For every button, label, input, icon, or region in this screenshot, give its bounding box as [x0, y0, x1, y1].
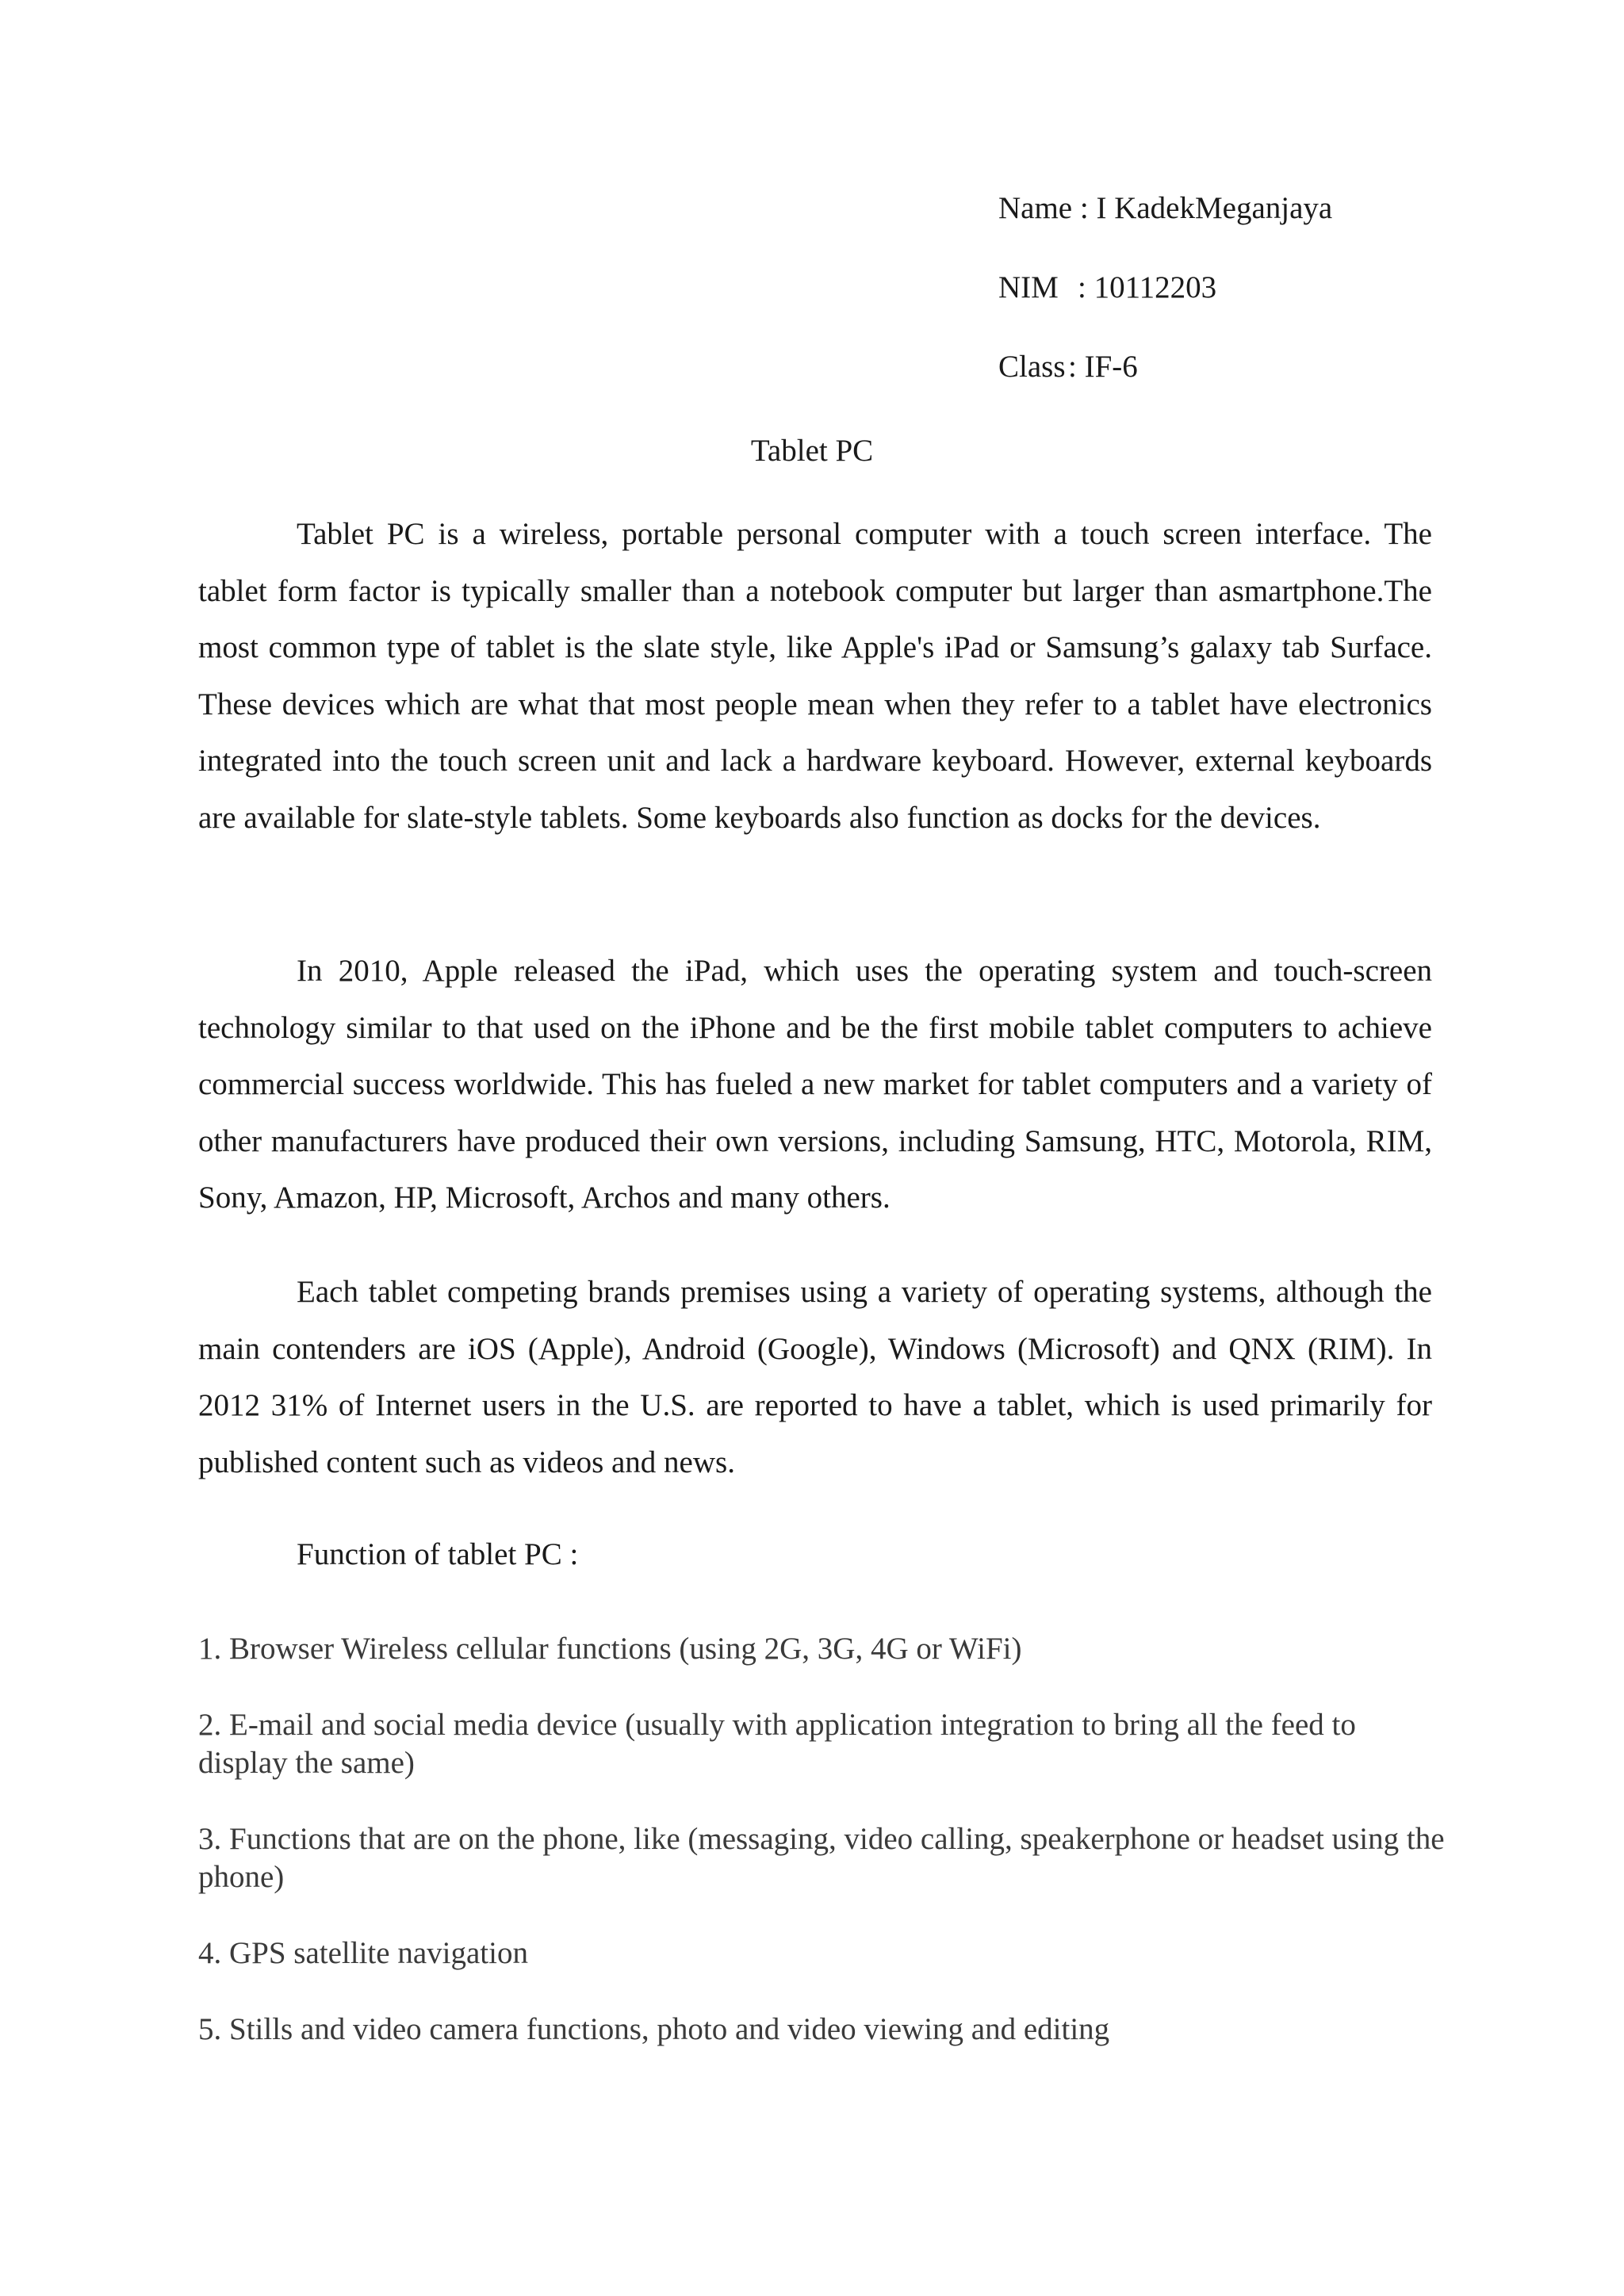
list-item: 2. E-mail and social media device (usually with application integration to bring all the feed to display the same): [198, 1708, 1356, 1780]
functions-heading: Function of tablet PC :: [297, 1537, 579, 1571]
class-value: IF-6: [1084, 350, 1138, 384]
class-separator: [1068, 349, 1085, 428]
name-separator-colon: :: [1079, 191, 1089, 225]
paragraph-operating-systems: Each tablet competing brands premises using a variety of operating systems, although the main contenders are iOS (Apple), Android (Google), Windows (Microsoft) and QNX (RIM). In 2012 31% of Internet users in the U.S. are reported to have a tablet, which is used primarily for published content such as videos and news.: [198, 1275, 1432, 1479]
student-identity-block: [998, 190, 1332, 428]
paragraph-intro: Tablet PC is a wireless, portable personal computer with a touch screen interface. The tablet form factor is typically smaller than a notebook computer but larger than asmartphone.The most common type of tablet is the slate style, like Apple's iPad or Samsung’s galaxy tab Surface. These devices which are what that most people mean when they refer to a tablet have electronics integrated into the touch screen unit and lack a hardware keyboard. However, external keyboards are available for slate-style tablets. Some keyboards also function as docks for the devices.: [198, 517, 1432, 835]
name-separator: [1072, 190, 1096, 270]
class-separator-colon: :: [1068, 350, 1077, 384]
document-title: Tablet PC: [750, 434, 874, 468]
nim-label: NIM: [998, 270, 1059, 304]
nim-separator: [1078, 270, 1094, 349]
paragraph-history: In 2010, Apple released the iPad, which uses the operating system and touch-screen technology similar to that used on the iPhone and be the first mobile tablet computers to achieve commercial success worldwide. This has fueled a new market for tablet computers and a variety of other manufacturers have produced their own versions, including Samsung, HTC, Motorola, RIM, Sony, Amazon, HP, Microsoft, Archos and many others.: [198, 954, 1432, 1215]
name-row: [998, 190, 1332, 270]
class-label: Class: [998, 350, 1066, 384]
list-item: 3. Functions that are on the phone, like (messaging, video calling, speakerphone or headset using the phone): [198, 1822, 1445, 1894]
nim-row: [998, 270, 1332, 349]
class-row: [998, 349, 1332, 428]
nim-value: 10112203: [1094, 270, 1217, 304]
functions-list: [198, 1630, 1451, 2087]
name-label: Name: [998, 191, 1073, 225]
nim-separator-colon: :: [1078, 270, 1086, 304]
list-item: 5. Stills and video camera functions, photo and video viewing and editing: [198, 2012, 1110, 2046]
name-value: I KadekMeganjaya: [1096, 191, 1333, 225]
list-item: 1. Browser Wireless cellular functions (using 2G, 3G, 4G or WiFi): [198, 1632, 1022, 1666]
list-item: 4. GPS satellite navigation: [198, 1936, 528, 1970]
